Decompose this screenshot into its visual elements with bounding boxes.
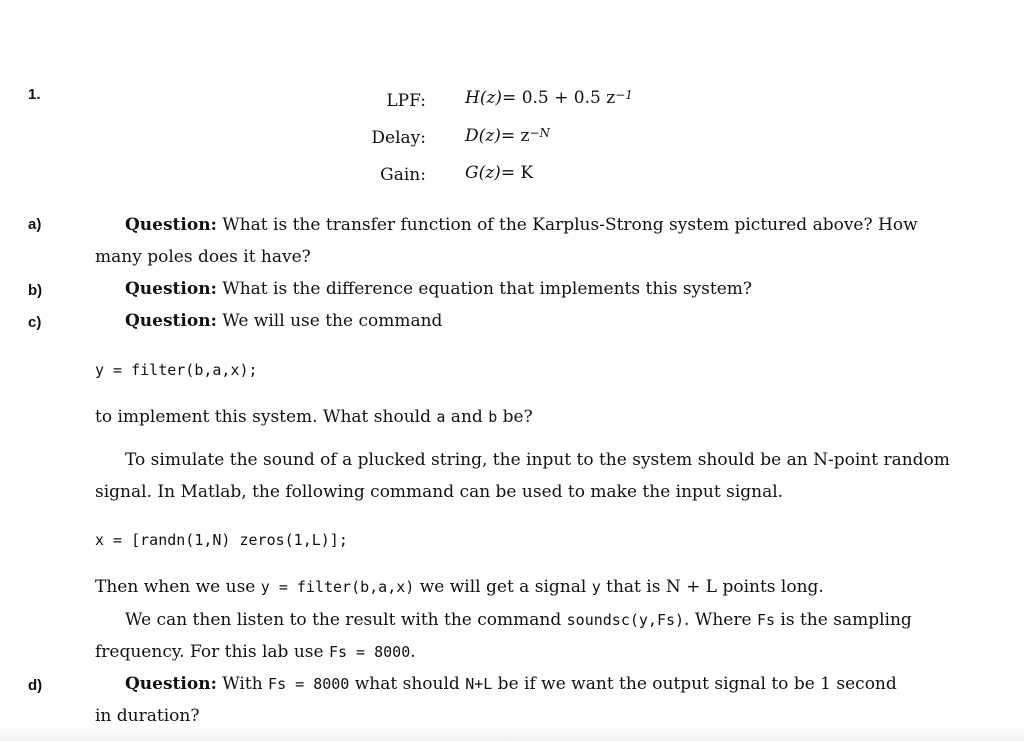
text-run: Then when we use [95,577,261,597]
delay-label: Delay: [371,128,426,148]
part-b-question [125,279,752,299]
lpf-label: LPF: [386,91,426,111]
inline-code: N+L [465,675,493,693]
question-word: Question: [125,279,217,299]
text-run: that is N + L points long. [600,577,824,597]
text-run: We can then listen to the result with the command [125,610,567,630]
lpf-lhs: H(z) [465,88,503,108]
text-run: be if we want the output signal to be 1 second [492,674,897,694]
part-a-line2: many poles does it have? [95,247,311,267]
part-c-after [95,407,533,427]
inline-code: Fs = 8000 [328,643,411,661]
randn-code: x = [randn(1,N) zeros(1,L)]; [95,531,348,549]
text-run: . [410,642,416,662]
code-b: b [488,408,498,426]
filter-code: y = filter(b,a,x); [95,361,258,379]
text-run: With [216,674,269,694]
gain-formula [465,163,533,183]
problem-number: 1. [28,86,41,103]
text-run: frequency. For this lab use [95,642,329,662]
delay-rhs: = z [500,126,530,146]
question-word: Question: [125,215,217,235]
question-word: Question: [125,674,217,694]
inline-code: soundsc(y,Fs) [566,611,685,629]
part-c-question [125,311,442,331]
part-d-label: d) [28,677,43,694]
part-d-question [125,674,897,694]
freq-line [95,642,416,662]
part-a-line1: What is the transfer function of the Karplus-Strong system pictured above? How [216,215,918,235]
text-run: . Where [684,610,757,630]
sim-line1: To simulate the sound of a plucked string, the input to the system should be an N-point random [125,450,950,470]
sim-line2: signal. In Matlab, the following command can be used to make the input signal. [95,482,784,502]
question-word: Question: [125,311,217,331]
page-bottom-edge [0,727,1024,741]
delay-lhs: D(z) [465,126,501,146]
part-b-text: What is the difference equation that implements this system? [216,279,753,299]
part-d-line2: in duration? [95,706,200,726]
inline-code: y [591,578,601,596]
part-b-label: b) [28,282,43,299]
text-run: and [445,407,489,427]
listen-line [125,610,912,630]
part-a-question [125,215,918,235]
text-run: be? [497,407,533,427]
lpf-formula [465,88,633,108]
lpf-sup: −1 [615,88,633,102]
gain-lhs: G(z) [465,163,501,183]
text-run: what should [349,674,466,694]
part-a-label: a) [28,216,42,233]
delay-formula [465,126,550,146]
part-c-label: c) [28,314,42,331]
lpf-rhs: = 0.5 + 0.5 z [502,88,616,108]
inline-code: Fs [756,611,775,629]
text-run: is the sampling [775,610,912,630]
gain-rhs: = K [500,163,534,183]
part-c-text: We will use the command [216,311,443,331]
inline-code: y = filter(b,a,x) [260,578,415,596]
gain-label: Gain: [380,165,426,185]
delay-sup: −N [529,126,551,140]
then-line [95,577,824,597]
text-run: we will get a signal [414,577,592,597]
text-run: to implement this system. What should [95,407,437,427]
inline-code: Fs = 8000 [268,675,350,693]
code-a: a [436,408,446,426]
